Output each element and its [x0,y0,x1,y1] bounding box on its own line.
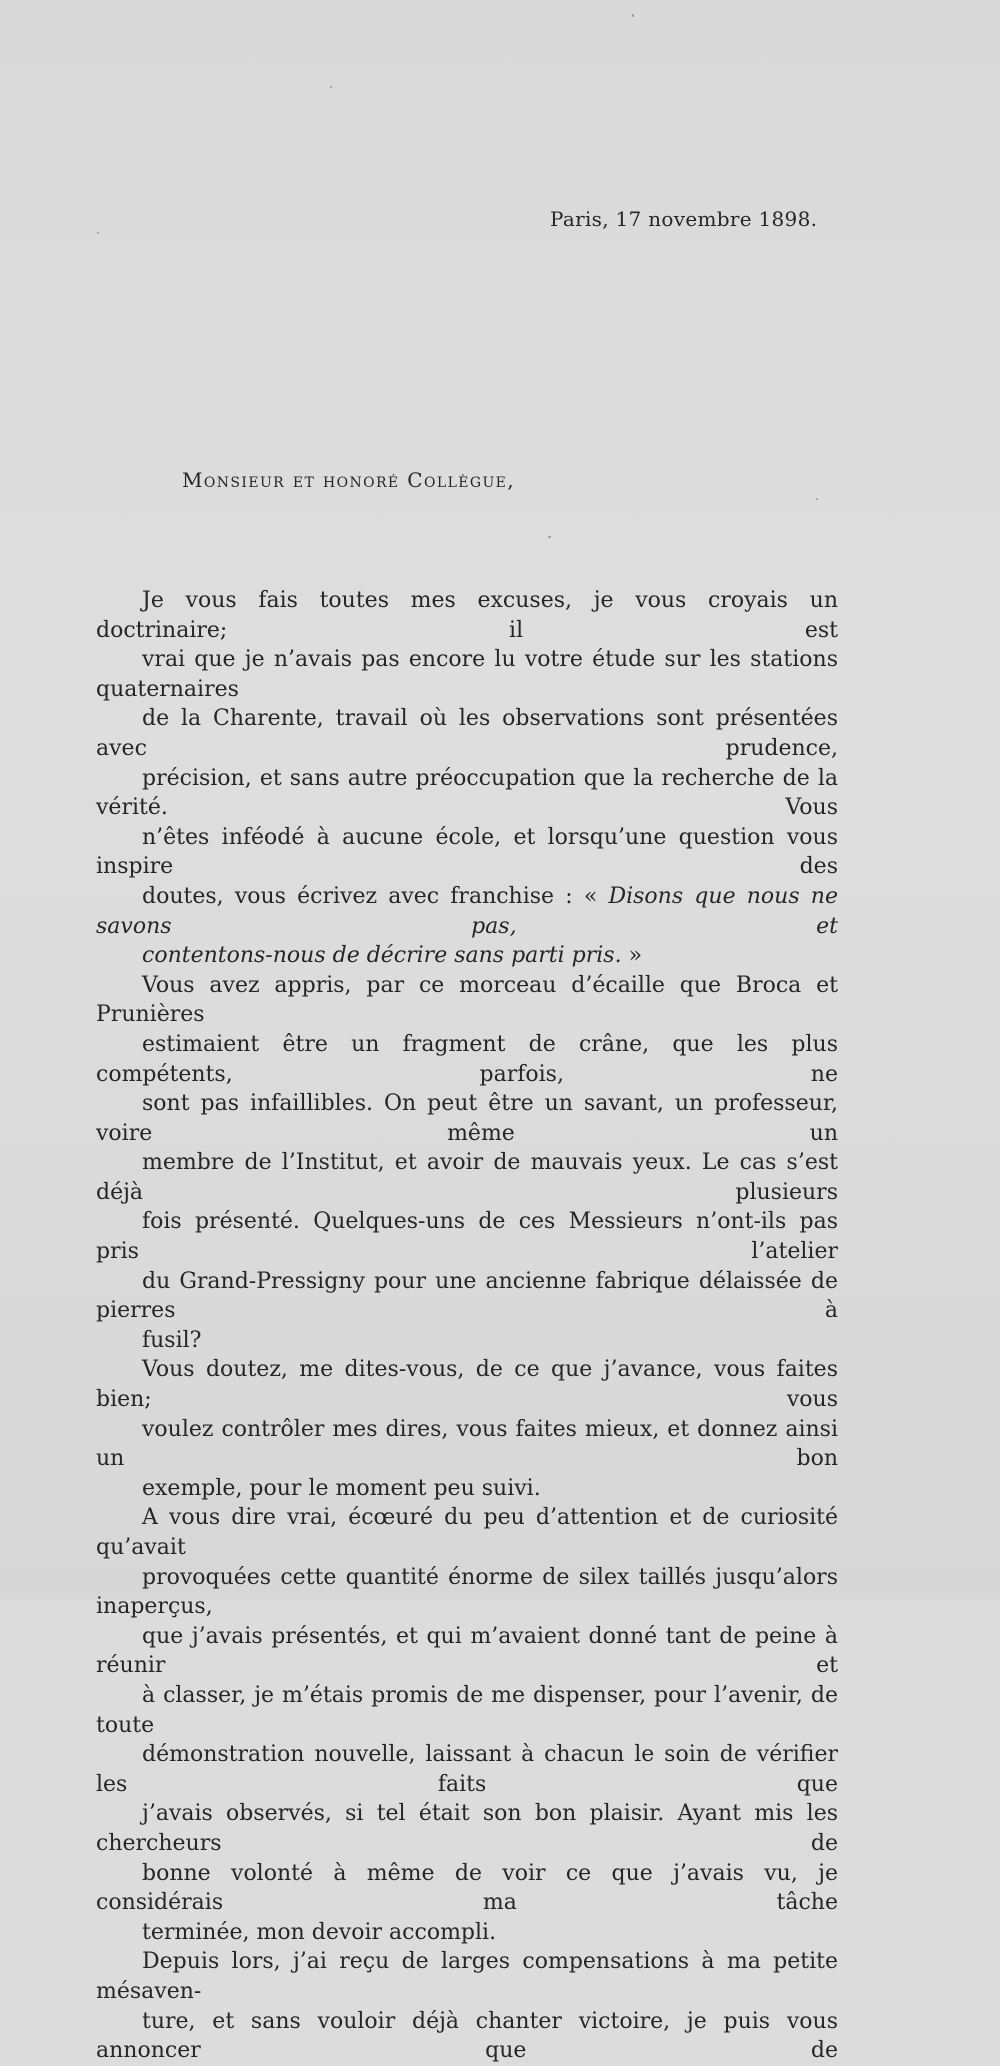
salutation-text: Monsieur et honoré Collègue, [182,468,516,492]
text-fragment: doutes, vous écrivez avec franchise : « [142,883,609,909]
text-line: n’êtes inféodé à aucune école, et lorsqu’une question vous inspire des [96,824,838,880]
text-line: du Grand-Pressigny pour une ancienne fabrique délaissée de pierres à [96,1268,838,1324]
paragraph [96,971,838,1356]
scan-speck [548,536,551,538]
scan-speck [632,14,634,17]
text-line: ture, et sans vouloir déjà chanter victoire, je puis vous annoncer que de [96,2008,838,2064]
quoted-text: Disons que nous ne savons pas, et [96,883,838,939]
salutation [182,468,515,492]
quoted-text: contentons-nous de décrire sans parti pris. [142,943,622,969]
text-line: Vous doutez, me dites-vous, de ce que j’avance, vous faites bien; vous [96,1357,838,1413]
text-line: à classer, je m’étais promis de me dispenser, pour l’avenir, de toute [96,1682,838,1738]
text-line: fois présenté. Quelques-uns de ces Messieurs n’ont-ils pas pris l’atelier [96,1209,838,1265]
scan-speck [330,86,332,88]
text-line: vrai que je n’avais pas encore lu votre étude sur les stations quaternaires [96,647,838,702]
text-line: A vous dire vrai, écœuré du peu d’attention et de curiosité qu’avait [96,1505,838,1560]
text-line: sont pas infaillibles. On peut être un savant, un professeur, voire même un [96,1091,838,1146]
text-line: de la Charente, travail où les observations sont présentées avec prudence, [96,706,838,761]
paragraph [96,586,838,971]
text-line: provoquées cette quantité énorme de silex taillés jusqu’alors inaperçus, [96,1564,838,1620]
text-line: que j’avais présentés, et qui m’avaient donné tant de peine à réunir et [96,1623,838,1679]
letter-date: Paris, 17 novembre 1898. [550,207,818,231]
paragraph [96,1947,838,2065]
paragraph [96,1355,838,1503]
paragraph [96,1503,838,1947]
scan-speck [97,232,99,234]
text-fragment: » [621,943,643,969]
text-line: bonne volonté à même de voir ce que j’avais vu, je considérais ma tâche [96,1860,838,1916]
text-line: terminée, mon devoir accompli. [142,1919,497,1945]
text-line: voulez contrôler mes dires, vous faites mieux, et donnez ainsi un bon [96,1416,838,1472]
text-line: estimaient être un fragment de crâne, que les plus compétents, parfois, ne [96,1031,838,1087]
text-line: exemple, pour le moment peu suivi. [142,1475,541,1501]
letter-body [96,586,838,2066]
scan-speck [816,498,818,500]
text-line: démonstration nouvelle, laissant à chacun le soin de vérifier les faits que [96,1742,838,1797]
text-line-with-quote [96,882,838,941]
text-line: Depuis lors, j’ai reçu de larges compensations à ma petite mésaven- [96,1949,838,2004]
text-line: précision, et sans autre préoccupation que la recherche de la vérité. Vous [96,765,838,821]
text-line: Je vous fais toutes mes excuses, je vous croyais un doctrinaire; il est [96,588,838,643]
text-line: membre de l’Institut, et avoir de mauvais yeux. Le cas s’est déjà plusieurs [96,1150,838,1205]
text-line: fusil? [142,1327,202,1353]
text-line: Vous avez appris, par ce morceau d’écaille que Broca et Prunières [96,972,838,1028]
text-line-with-quote [96,941,838,971]
text-line: j’avais observés, si tel était son bon plaisir. Ayant mis les chercheurs de [96,1801,838,1856]
